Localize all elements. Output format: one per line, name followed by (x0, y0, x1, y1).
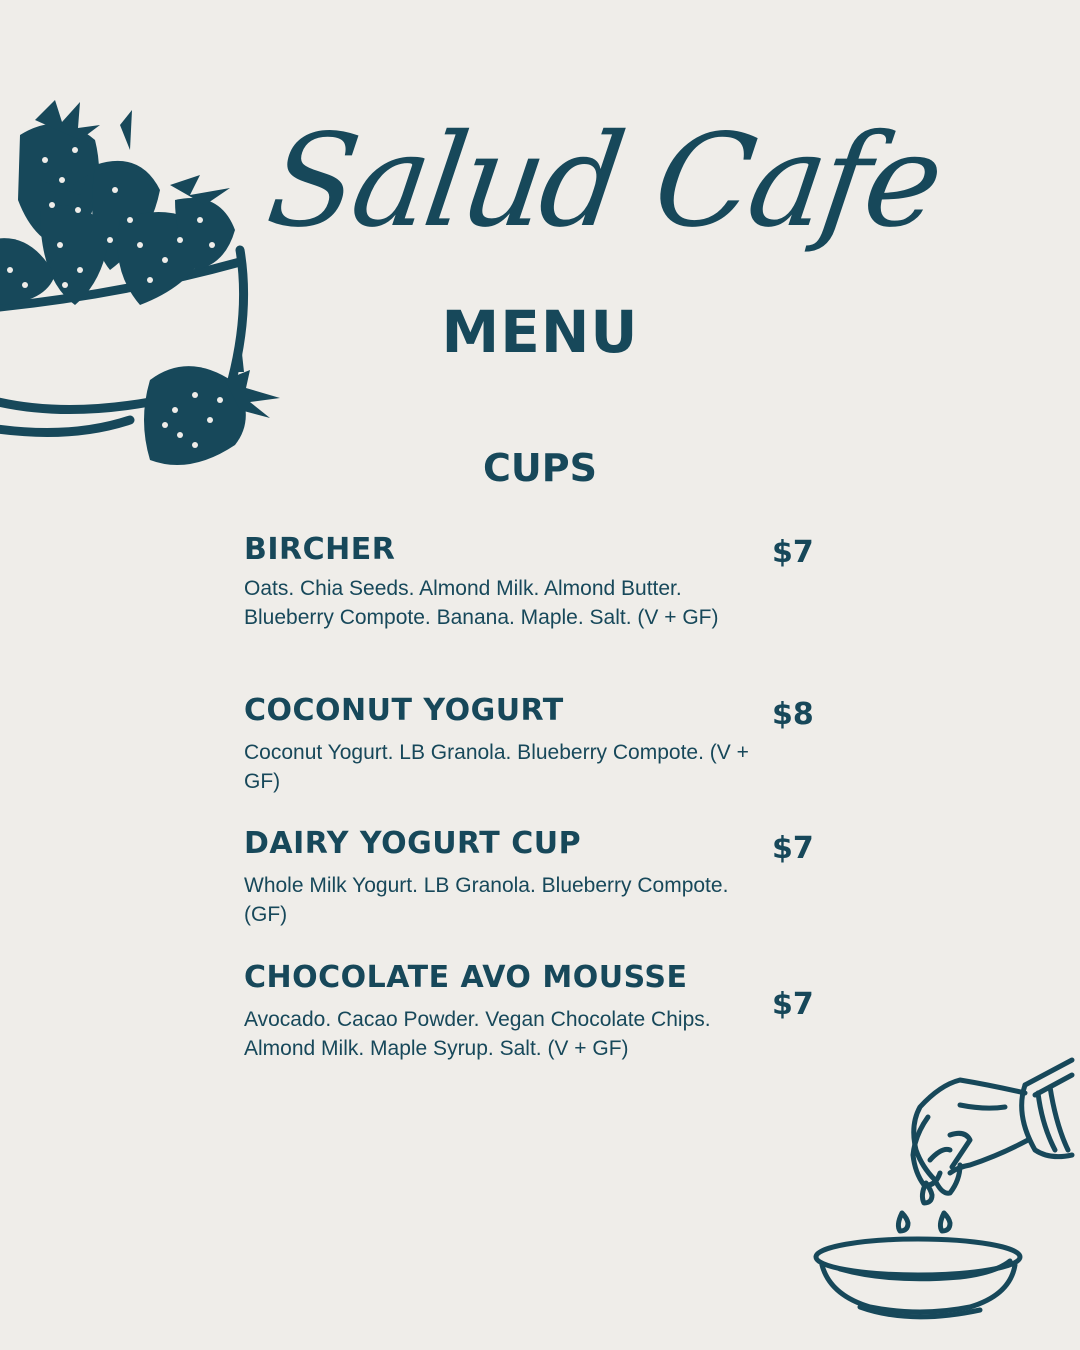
item-description: Oats. Chia Seeds. Almond Milk. Almond Butter. Blueberry Compote. Banana. Maple. Salt. (V + GF) (244, 577, 719, 629)
item-price: $7 (772, 535, 814, 570)
menu-item (244, 826, 814, 929)
menu-item (244, 532, 814, 632)
menu-subtitle: MENU (441, 298, 639, 366)
item-name: CHOCOLATE AVO MOUSSE (244, 960, 688, 995)
menu-item (244, 693, 814, 796)
item-price: $7 (772, 987, 814, 1022)
item-description: Whole Milk Yogurt. LB Granola. Blueberry Compote. (GF) (244, 874, 729, 926)
item-name: BIRCHER (244, 532, 396, 567)
section-title: CUPS (483, 446, 597, 490)
strawberry-bowl-illustration (0, 80, 300, 480)
cafe-title: Salud Cafe (259, 107, 948, 256)
item-name: COCONUT YOGURT (244, 693, 564, 728)
item-name: DAIRY YOGURT CUP (244, 826, 582, 861)
hand-bowl-illustration (810, 1055, 1080, 1330)
item-price: $7 (772, 831, 814, 866)
item-description: Coconut Yogurt. LB Granola. Blueberry Compote. (V + GF) (244, 741, 749, 793)
menu-item (244, 960, 814, 1063)
item-description: Avocado. Cacao Powder. Vegan Chocolate Chips. Almond Milk. Maple Syrup. Salt. (V + GF) (244, 1008, 711, 1060)
item-price: $8 (772, 697, 814, 732)
